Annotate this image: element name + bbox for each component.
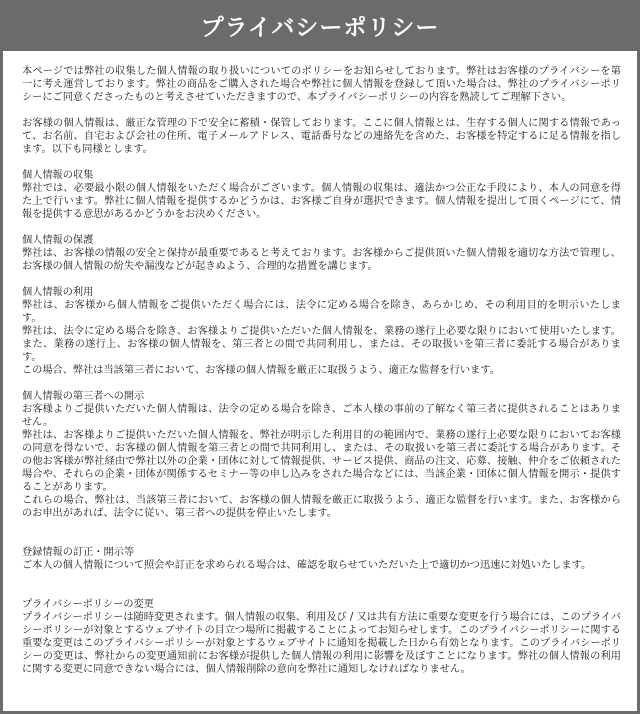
section-heading: 個人情報の収集 [22,170,94,181]
section-heading: プライバシーポリシーの変更 [22,599,154,610]
section-body: ご本人の個人情報について照会や訂正を求められる場合は、確認を取らせていただいた上で適切かつ迅速に対処いたします。 [22,560,592,571]
section-correction-disclosure [22,546,621,572]
section-body: プライバシーポリシーは随時変更されます。個人情報の収集、利用及び / 又は共有方法に重要な変更を行う場合には、このプライバシーポリシーが対象とするウェブサイトの目立つ場所に掲載することによってお知らせします。このプライバシーポリシーに関する重要な変更はこのプライバシーポリシーが対象とするウェブサイトに通知を掲載した日から有効となります。このプライバシーポリシーの変更は、弊社からの変更通知前にお客様が提供した個人情報の利用に影響を及ぼすことになります。弊社の個人情報の利用に関する変更に同意できない場合には、個人情報削除の意向を弊社に通知しなければなりません。 [22,612,621,675]
definition-section [22,117,621,156]
section-protection [22,234,621,273]
section-body: 弊社では、必要最小限の個人情報をいただく場合がございます。個人情報の収集は、適法かつ公正な手段により、本人の同意を得た上で行います。弊社に個人情報を提供するかどうかは、お客様ご自身が選択できます。個人情報を提出して頂くページにて、情報を提供する意思があるかどうかをお決めください。 [22,183,621,220]
section-body: お客様よりご提供いただいた個人情報は、法令の定める場合を除き、ご本人様の事前の了解なく第三者に提供されることはありません。 弊社は、お客様よりご提供いただいた個人情報を、弊社が明示した利用目的の範囲内で、業務の遂行上必要な限りにおいてお客様の同意を得ないで、お客様の個人情報を第三者との間で共同利用し、または、その取扱いを第三者に委託する場合があります。その他お客様が弊社経由で弊社以外の企業・団体に対して情報提供、サービス提供、商品の注文、応募、接触、仲介をご依頼された場合や、それらの企業・団体が関係するセミナー等の申し込みをされた場合などには、当該企業・団体に個人情報を開示・提供することがあります。 これらの場合、弊社は、当該第三者において、お客様の個人情報を厳正に取扱うよう、適正な監督を行います。また、お客様からのお申出があれば、法令に従い、第三者への提供を停止いたします。 [22,404,621,519]
section-heading: 個人情報の第三者への開示 [22,391,145,402]
section-body: 弊社は、お客様の情報の安全と保持が最重要であると考えております。お客様からご提供頂いた個人情報を適切な方法で管理し、お客様の個人情報の紛失や漏洩などが起きぬよう、合理的な措置を講じます。 [22,248,621,272]
page-title: プライバシーポリシー [200,14,440,41]
section-heading: 個人情報の保護 [22,235,94,246]
section-usage [22,286,621,377]
section-collection [22,169,621,221]
intro-paragraph: 本ページでは弊社の収集した個人情報の取り扱いについてのポリシーをお知らせしております。弊社はお客様のプライバシーを第一に考え運営しております。弊社の商品をご購入された場合や弊社に個人情報を登録して頂いた場合は、弊社のプライバシーポリシーにご同意くださったものと考えさせていただきますので、本プライバシーポリシーの内容を熟読してご理解下さい。 [22,66,621,103]
section-third-party-disclosure [22,390,621,520]
section-heading: 登録情報の訂正・開示等 [22,547,135,558]
definition-paragraph: お客様の個人情報は、厳正な管理の下で安全に蓄積・保管しております。ここに個人情報とは、生存する個人に関する情報であって、お名前、自宅および会社の住所、電子メールアドレス、電話番号などの連絡先を含めた、お客様を特定するに足る情報を指します。以下も同様とします。 [22,118,621,155]
section-heading: 個人情報の利用 [22,287,94,298]
policy-content-panel [3,51,637,711]
section-policy-changes [22,598,621,676]
section-body: 弊社は、お客様から個人情報をご提供いただく場合には、法令に定める場合を除き、あらかじめ、その利用目的を明示いたします。 弊社は、法令に定める場合を除き、お客様よりご提供いただいた個人情報を、業務の遂行上必要な限りにおいて使用いたします。また、業務の遂行上、お客様の個人情報を、第三者との間で共同利用し、または、その取扱いを第三者に委託する場合があります。 この場合、弊社は当該第三者において、お客様の個人情報を厳正に取扱うよう、適正な監督を行います。 [22,300,621,376]
